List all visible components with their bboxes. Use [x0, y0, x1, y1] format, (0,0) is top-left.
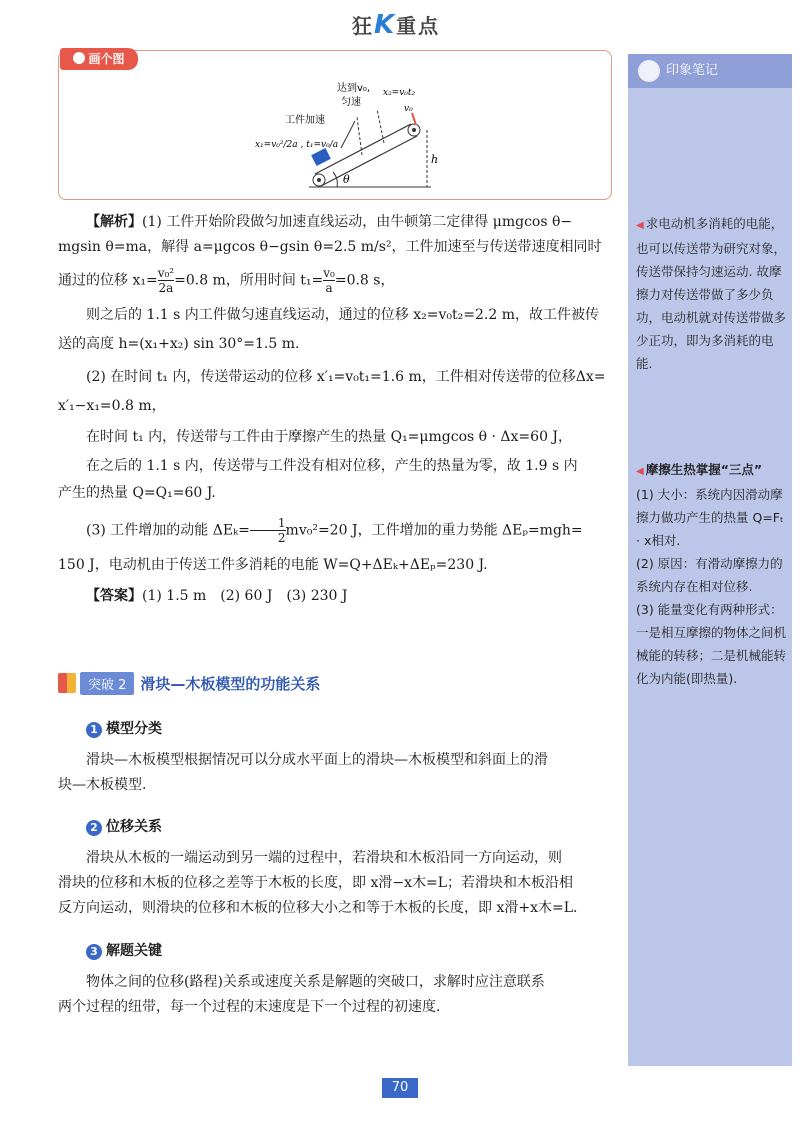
figure-box	[58, 50, 612, 200]
analysis-line: x′₁−x₁=0.8 m，	[58, 398, 166, 414]
fraction	[250, 516, 286, 545]
v0-arrow	[412, 113, 416, 125]
body-line: 反方向运动，则滑块的位移和木板的位移大小之和等于木板的长度，即 x滑+x木=L.	[58, 900, 578, 916]
frac-num: 1	[277, 516, 286, 530]
analysis-line: 送的高度 h=(x₁+x₂) sin 30°=1.5 m.	[58, 336, 300, 352]
workpiece-block	[311, 148, 331, 166]
frac-num: v₀²	[157, 266, 175, 280]
v0-label: v₀	[404, 104, 413, 114]
sidebar-title: 印象笔记	[666, 63, 719, 78]
page-header	[0, 0, 800, 44]
frac-num: v₀	[323, 266, 335, 280]
reach-label-1: 达到v₀,	[337, 83, 371, 94]
note-text: (3) 能量变化有两种形式：一是相互摩擦的物体之间机械能的转移；二是机械能转化为内能(即热量).	[636, 602, 787, 686]
pencil-icon	[73, 52, 85, 64]
frac-den: a	[323, 280, 335, 295]
triangle-icon: ◀	[636, 220, 644, 231]
elephant-icon	[638, 60, 660, 82]
sidebar-header	[628, 54, 792, 88]
upper-pulley-axle	[412, 128, 416, 132]
book-icon	[58, 673, 76, 693]
body-line: 滑块—木板模型根据情况可以分成水平面上的滑块—木板模型和斜面上的滑	[86, 752, 548, 768]
accel-label: 工件加速	[285, 115, 325, 126]
subheading-text: 模型分类	[106, 721, 162, 737]
analysis-line: 通过的位移 x₁=	[58, 272, 158, 289]
analysis-line: mv₀²=20 J，工件增加的重力势能 ΔEₚ=mgh=	[285, 522, 583, 539]
draw-picture-tag	[60, 48, 138, 70]
section-title: 滑块—木板模型的功能关系	[140, 674, 321, 693]
subheading-2	[86, 816, 162, 836]
section-heading	[58, 670, 320, 696]
x2-formula: x₂=v₀t₂	[383, 88, 416, 98]
theta-label: θ	[343, 173, 350, 186]
brand-logo	[352, 10, 440, 40]
x1-formula: x₁=v₀²/2a , t₁=v₀/a	[255, 140, 339, 150]
section-tag: 突破 2	[80, 672, 134, 695]
brand-k: K	[374, 10, 397, 40]
analysis-line: 产生的热量 Q=Q₁=60 J.	[58, 485, 216, 501]
displacement-text	[58, 846, 623, 921]
sidebar-note-1	[636, 212, 786, 375]
fraction	[323, 266, 335, 295]
key-point-text	[58, 970, 623, 1020]
subheading-text: 解题关键	[106, 943, 162, 959]
answer-text: (1) 1.5 m (2) 60 J (3) 230 J	[142, 588, 348, 604]
subheading-1	[86, 718, 162, 738]
note-text: 求电动机多消耗的电能，也可以传送带为研究对象，传送带保持匀速运动. 故摩擦力对传送带做了多少负功，电动机就对传送带做多少正功，即为多消耗的电能.	[636, 216, 787, 371]
analysis-label: 【解析】	[86, 214, 142, 230]
reach-label-2: 匀速	[341, 97, 361, 108]
marker-line-2	[377, 109, 384, 143]
fraction	[158, 266, 174, 295]
brand-post: 重点	[396, 14, 441, 38]
analysis-line: =0.8 m，所用时间 t₁=	[174, 272, 324, 289]
note-title: 摩擦生热掌握“三点”	[645, 462, 763, 477]
frac-den: 2	[250, 530, 286, 545]
triangle-icon: ◀	[636, 466, 644, 477]
draw-picture-label: 画个图	[88, 52, 125, 66]
body-line: 滑块的位移和木板的位移之差等于木板的长度，即 x滑−x木=L；若滑块和木板沿相	[58, 875, 573, 891]
analysis-line: 在时间 t₁ 内，传送带与工件由于摩擦产生的热量 Q₁=μmgcos θ · Δx=60 J，	[86, 429, 573, 445]
sidebar-note-2	[636, 458, 786, 690]
analysis-line: (1) 工件开始阶段做匀加速直线运动，由牛顿第二定律得 μmgcos θ−	[142, 214, 573, 230]
number-badge: 1	[86, 722, 102, 738]
frac-den: 2a	[158, 281, 174, 295]
accel-arrow	[341, 121, 355, 148]
analysis-line: 则之后的 1.1 s 内工件做匀速直线运动，通过的位移 x₂=v₀t₂=2.2 m，故工件被传	[86, 307, 599, 323]
analysis-line: 在之后的 1.1 s 内，传送带与工件没有相对位移，产生的热量为零，故 1.9 s 内	[86, 458, 578, 474]
analysis-line: mgsin θ=ma，解得 a=μgcos θ−gsin θ=2.5 m/s²，工件加速至与传送带速度相同时	[58, 239, 602, 255]
model-classification-text	[58, 748, 623, 798]
body-line: 物体之间的位移(路程)关系或速度关系是解题的突破口，求解时应注意联系	[86, 974, 545, 990]
answer-label: 【答案】	[86, 588, 142, 604]
analysis-line: 150 J，电动机由于传送工件多消耗的电能 W=Q+ΔEₖ+ΔEₚ=230 J.	[58, 557, 488, 573]
note-text: (1) 大小：系统内因滑动摩擦力做功产生的热量 Q=Fₜ · x相对.	[636, 487, 784, 548]
analysis-line: =0.8 s，	[334, 272, 395, 289]
body-line: 滑块从木板的一端运动到另一端的过程中，若滑块和木板沿同一方向运动，则	[86, 850, 562, 866]
analysis-block	[58, 210, 623, 609]
subheading-3	[86, 940, 162, 960]
lower-pulley-axle	[317, 178, 321, 182]
number-badge: 3	[86, 944, 102, 960]
h-label: h	[431, 153, 439, 166]
analysis-line: (2) 在时间 t₁ 内，传送带运动的位移 x′₁=v₀t₁=1.6 m，工件相对传送带的位移Δx=	[86, 369, 606, 385]
body-line: 两个过程的纽带，每一个过程的末速度是下一个过程的初速度.	[58, 999, 441, 1015]
body-line: 块—木板模型.	[58, 777, 147, 793]
marker-line-1	[357, 117, 362, 155]
conveyor-diagram	[59, 51, 611, 199]
brand-pre: 狂	[352, 14, 374, 38]
note-text: (2) 原因：有滑动摩擦力的系统内存在相对位移.	[636, 556, 783, 594]
analysis-line: (3) 工件增加的动能 ΔEₖ=	[86, 522, 250, 539]
subheading-text: 位移关系	[106, 819, 162, 835]
page-number: 70	[382, 1078, 418, 1098]
number-badge: 2	[86, 820, 102, 836]
